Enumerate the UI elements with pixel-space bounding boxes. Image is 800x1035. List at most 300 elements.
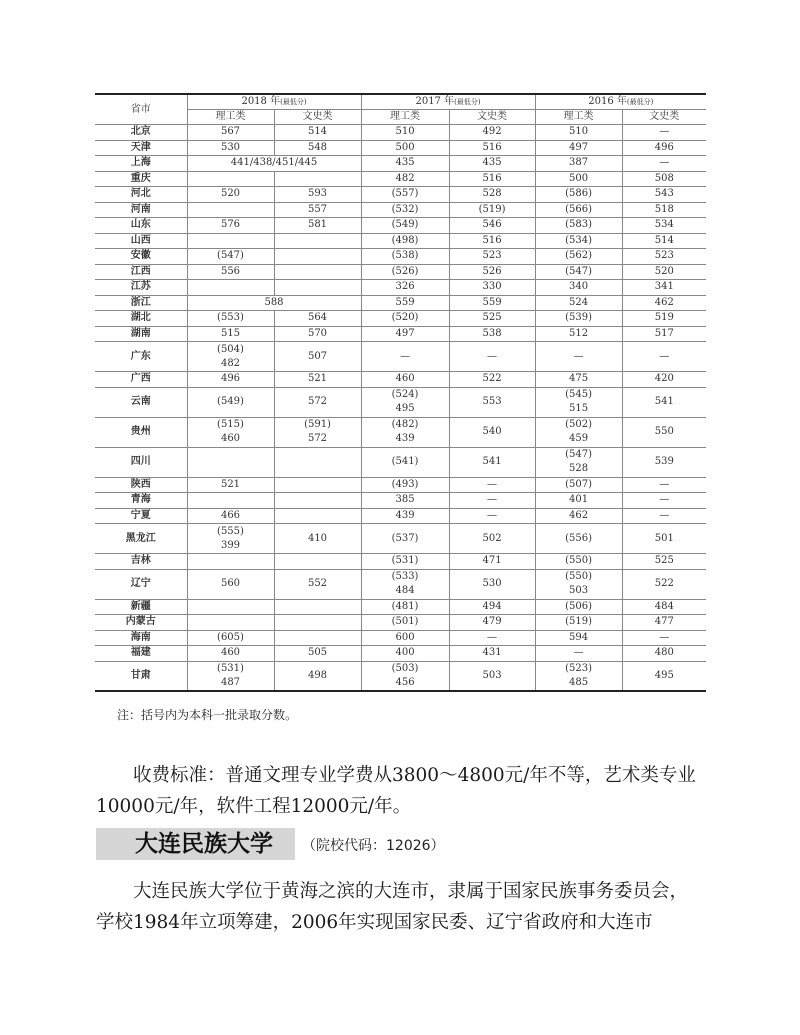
score-value: 503 — [482, 669, 502, 681]
province-cell: 甘肃 — [95, 661, 187, 691]
fee-paragraph: 收费标准：普通文理专业学费从3800～4800元/年不等，艺术类专业10000元/年，软件工程12000元/年。 — [96, 765, 696, 817]
score-cell — [361, 646, 449, 662]
province-cell: 山东 — [95, 218, 187, 234]
score-cell — [622, 630, 706, 646]
province-cell: 宁夏 — [95, 508, 187, 524]
score-cell — [449, 524, 535, 554]
score-value: (539) — [565, 312, 592, 324]
score-cell — [535, 249, 622, 265]
table-row — [95, 477, 706, 493]
score-value: 564 — [307, 312, 328, 324]
score-value: 505 — [307, 647, 328, 659]
score-value: 462 — [568, 509, 589, 521]
score-cell — [449, 342, 535, 372]
score-cell — [449, 295, 535, 311]
score-cell — [535, 125, 622, 141]
score-cell — [622, 387, 706, 417]
score-cell — [535, 342, 622, 372]
score-value: (481) — [391, 600, 419, 612]
score-value: (547) — [565, 449, 592, 460]
table-row — [95, 187, 706, 203]
province-cell: 浙江 — [95, 295, 187, 311]
score-cell — [187, 249, 274, 265]
score-cell — [361, 233, 449, 249]
score-cell — [622, 280, 706, 296]
score-value: (519) — [565, 616, 592, 628]
province-cell: 河北 — [95, 187, 187, 203]
score-value: — — [487, 631, 498, 643]
subheader-arts: 文史类 — [274, 110, 361, 125]
score-cell — [535, 447, 622, 477]
score-cell — [449, 280, 535, 296]
score-cell — [535, 171, 622, 187]
score-value: (605) — [217, 631, 244, 643]
score-cell — [622, 187, 706, 203]
score-value: — — [487, 494, 498, 506]
score-cell — [361, 447, 449, 477]
score-cell — [361, 372, 449, 388]
score-cell — [622, 342, 706, 372]
province-cell: 吉林 — [95, 554, 187, 570]
table-footnote: 注：括号内为本科一批录取分数。 — [117, 708, 298, 722]
score-cell — [535, 326, 622, 342]
score-value: (504) — [217, 343, 244, 355]
score-cell — [535, 417, 622, 447]
score-value: 500 — [568, 172, 589, 184]
province-cell: 河南 — [95, 202, 187, 218]
score-cell — [187, 508, 274, 524]
score-cell — [187, 218, 274, 234]
score-value: (523) — [565, 662, 592, 674]
score-value: 466 — [220, 509, 241, 521]
score-cell — [187, 125, 274, 141]
score-value: 341 — [654, 281, 674, 293]
score-cell — [535, 202, 622, 218]
score-cell — [187, 615, 274, 631]
score-cell — [361, 477, 449, 493]
score-cell — [535, 599, 622, 615]
score-cell — [361, 187, 449, 203]
table-row — [95, 615, 706, 631]
score-value: 401 — [568, 494, 589, 506]
score-cell — [535, 264, 622, 280]
score-cell — [187, 554, 274, 570]
score-value: 526 — [482, 265, 502, 277]
score-value: (524) — [391, 389, 419, 400]
score-cell — [187, 477, 274, 493]
score-value: (550) — [565, 555, 592, 567]
score-cell — [274, 311, 361, 327]
score-value: 560 — [220, 578, 241, 589]
score-cell — [361, 264, 449, 280]
score-cell — [535, 615, 622, 631]
score-value: 502 — [482, 532, 502, 544]
section-title: 大连民族大学 — [135, 831, 273, 857]
score-value: 541 — [654, 396, 674, 407]
score-cell — [274, 342, 361, 372]
table-row — [95, 311, 706, 327]
score-value: 512 — [568, 327, 589, 339]
score-value: 460 — [220, 647, 241, 659]
score-value: — — [400, 350, 411, 362]
score-cell — [274, 646, 361, 662]
score-value: (532) — [391, 203, 419, 215]
score-cell — [622, 264, 706, 280]
score-cell — [361, 342, 449, 372]
score-cell — [361, 569, 449, 599]
score-cell — [361, 524, 449, 554]
score-cell — [622, 615, 706, 631]
province-cell: 福建 — [95, 646, 187, 662]
score-cell — [187, 264, 274, 280]
score-cell — [535, 156, 622, 172]
subheader-science: 理工类 — [361, 110, 449, 125]
province-cell: 云南 — [95, 387, 187, 417]
score-value: (547) — [217, 250, 244, 262]
score-cell — [361, 508, 449, 524]
score-cell — [622, 599, 706, 615]
score-cell — [535, 554, 622, 570]
score-cell — [187, 447, 274, 477]
province-cell: 新疆 — [95, 599, 187, 615]
score-value: 497 — [395, 327, 415, 339]
score-value: 462 — [654, 296, 674, 308]
score-cell — [361, 156, 449, 172]
subheader-science: 理工类 — [187, 110, 274, 125]
table-row — [95, 417, 706, 447]
score-cell — [274, 372, 361, 388]
score-value: (550) — [565, 571, 592, 582]
province-cell: 北京 — [95, 125, 187, 141]
table-row — [95, 342, 706, 372]
score-cell — [622, 171, 706, 187]
score-value: 528 — [482, 188, 502, 200]
score-value: (493) — [391, 478, 419, 490]
score-cell — [535, 387, 622, 417]
score-value: 435 — [395, 157, 415, 169]
score-value: 496 — [654, 141, 674, 153]
score-cell — [274, 187, 361, 203]
score-cell — [274, 524, 361, 554]
score-cell — [361, 125, 449, 141]
score-value: 546 — [482, 219, 502, 231]
score-cell — [622, 156, 706, 172]
score-value: (531) — [217, 662, 244, 674]
score-value: (534) — [565, 234, 592, 246]
score-value: — — [487, 350, 498, 362]
year-header-2017: 2017 年(最低分) — [361, 94, 535, 110]
score-value: 516 — [482, 141, 502, 153]
score-value: 516 — [482, 234, 502, 246]
score-value: 552 — [307, 578, 328, 589]
score-value: (549) — [217, 396, 244, 407]
score-value: 410 — [307, 532, 328, 544]
score-cell — [449, 661, 535, 691]
score-cell — [187, 187, 274, 203]
score-value: — — [487, 509, 498, 521]
score-cell — [274, 661, 361, 691]
score-value: 515 — [568, 403, 589, 414]
score-cell-merged-2018: 588 — [187, 295, 361, 311]
score-cell — [274, 599, 361, 615]
score-value: 520 — [654, 265, 674, 277]
score-cell — [449, 569, 535, 599]
table-body — [95, 125, 706, 692]
score-value: 515 — [220, 327, 241, 339]
score-value: 521 — [307, 373, 328, 385]
score-cell — [187, 326, 274, 342]
score-cell-merged-2018: 441/438/451/445 — [187, 156, 361, 172]
score-cell — [622, 218, 706, 234]
score-cell — [449, 615, 535, 631]
score-value: (547) — [565, 265, 592, 277]
province-cell: 贵州 — [95, 417, 187, 447]
institution-code: （院校代码：12026） — [302, 838, 445, 854]
score-cell — [449, 493, 535, 509]
score-value: (533) — [391, 571, 419, 582]
score-value: (555) — [217, 525, 244, 537]
score-cell — [622, 524, 706, 554]
score-cell — [361, 202, 449, 218]
score-value: (502) — [565, 419, 592, 430]
score-value: 557 — [307, 203, 328, 215]
score-cell — [274, 280, 361, 296]
score-value: (515) — [217, 419, 244, 430]
table-row — [95, 661, 706, 691]
score-value: (520) — [391, 312, 419, 324]
score-cell — [622, 125, 706, 141]
score-value: 492 — [482, 126, 502, 138]
score-value: 435 — [482, 157, 502, 169]
score-value: 420 — [654, 373, 674, 385]
score-value: 550 — [654, 426, 674, 437]
year-header-2016: 2016 年(最低分) — [535, 94, 706, 110]
score-value: 576 — [220, 219, 241, 231]
score-value: (526) — [391, 265, 419, 277]
score-value: — — [659, 509, 670, 521]
table-row — [95, 372, 706, 388]
table-row — [95, 630, 706, 646]
subheader-arts: 文史类 — [622, 110, 706, 125]
score-value: 530 — [220, 141, 241, 153]
subheader-arts: 文史类 — [449, 110, 535, 125]
score-cell — [187, 311, 274, 327]
score-cell — [274, 554, 361, 570]
score-value: 518 — [654, 203, 674, 215]
score-cell — [535, 280, 622, 296]
score-value: (538) — [391, 250, 419, 262]
score-value: 523 — [654, 250, 674, 262]
score-cell — [622, 233, 706, 249]
score-value: 567 — [220, 126, 241, 138]
score-cell — [535, 646, 622, 662]
score-value: 522 — [654, 578, 674, 589]
score-value: 572 — [307, 396, 328, 407]
province-cell: 湖南 — [95, 326, 187, 342]
score-cell — [535, 569, 622, 599]
score-cell — [274, 171, 361, 187]
score-value: 534 — [654, 219, 674, 231]
score-value: 326 — [395, 281, 415, 293]
score-value: 581 — [307, 219, 328, 231]
score-cell — [187, 280, 274, 296]
score-cell — [535, 311, 622, 327]
province-cell: 陕西 — [95, 477, 187, 493]
score-value: — — [659, 478, 670, 490]
score-cell — [274, 249, 361, 265]
score-cell — [187, 202, 274, 218]
score-value: 525 — [482, 312, 502, 324]
score-value: (553) — [217, 312, 244, 324]
province-cell: 湖北 — [95, 311, 187, 327]
score-cell — [187, 524, 274, 554]
score-value: 510 — [395, 126, 415, 138]
score-cell — [449, 387, 535, 417]
score-value: 516 — [482, 172, 502, 184]
score-cell — [449, 326, 535, 342]
score-cell — [187, 493, 274, 509]
score-value: 514 — [307, 126, 328, 138]
score-value: 439 — [395, 433, 415, 444]
table-row — [95, 508, 706, 524]
province-header: 省市 — [95, 94, 187, 125]
table-row — [95, 599, 706, 615]
score-cell — [187, 140, 274, 156]
score-cell — [187, 661, 274, 691]
score-value: 500 — [395, 141, 415, 153]
score-cell — [449, 599, 535, 615]
score-value: 572 — [307, 433, 328, 444]
province-cell: 黑龙江 — [95, 524, 187, 554]
score-cell — [361, 417, 449, 447]
score-cell — [361, 218, 449, 234]
score-value: (498) — [391, 234, 419, 246]
score-value: (503) — [391, 662, 419, 674]
province-cell: 广西 — [95, 372, 187, 388]
score-value: 541 — [482, 456, 502, 467]
table-row — [95, 646, 706, 662]
score-value: — — [573, 350, 584, 362]
score-cell — [274, 140, 361, 156]
province-cell: 四川 — [95, 447, 187, 477]
table-row — [95, 233, 706, 249]
score-cell — [274, 417, 361, 447]
score-value: 520 — [220, 188, 241, 200]
table-row — [95, 280, 706, 296]
score-cell — [361, 599, 449, 615]
score-value: (482) — [391, 419, 419, 430]
score-cell — [622, 508, 706, 524]
province-cell: 上海 — [95, 156, 187, 172]
score-cell — [274, 218, 361, 234]
intro-paragraph: 大连民族大学位于黄海之滨的大连市，隶属于国家民族事务委员会，学校1984年立项筹建，2006年实现国家民委、辽宁省政府和大连市 — [96, 881, 689, 933]
table-row — [95, 264, 706, 280]
score-cell — [622, 646, 706, 662]
score-value: (591) — [304, 419, 331, 430]
year-header-2018: 2018 年(最低分) — [187, 94, 361, 110]
score-cell — [361, 171, 449, 187]
score-value: 519 — [654, 312, 674, 324]
score-cell — [274, 493, 361, 509]
score-cell — [449, 233, 535, 249]
score-value: 487 — [220, 676, 241, 688]
score-value: 514 — [654, 234, 674, 246]
score-value: — — [573, 647, 584, 659]
score-cell — [449, 125, 535, 141]
score-cell — [535, 295, 622, 311]
score-cell — [535, 493, 622, 509]
table-row — [95, 140, 706, 156]
score-cell — [274, 477, 361, 493]
score-cell — [361, 311, 449, 327]
score-cell — [535, 233, 622, 249]
score-value: 521 — [220, 478, 241, 490]
score-cell — [622, 447, 706, 477]
table-row — [95, 569, 706, 599]
table-row — [95, 524, 706, 554]
score-cell — [449, 202, 535, 218]
score-value: 485 — [568, 676, 589, 688]
score-value: 482 — [395, 172, 415, 184]
score-value: 594 — [568, 631, 589, 643]
score-value: (562) — [565, 250, 592, 262]
table-row — [95, 156, 706, 172]
score-cell — [361, 615, 449, 631]
score-value: 482 — [220, 357, 241, 369]
province-cell: 江苏 — [95, 280, 187, 296]
score-value: 460 — [395, 373, 415, 385]
score-cell — [361, 140, 449, 156]
score-value: 543 — [654, 188, 674, 200]
score-cell — [622, 140, 706, 156]
score-value: 494 — [482, 600, 502, 612]
province-cell: 山西 — [95, 233, 187, 249]
score-value: 559 — [395, 296, 415, 308]
score-cell — [361, 493, 449, 509]
score-value: 508 — [654, 172, 674, 184]
score-cell — [274, 202, 361, 218]
score-cell — [622, 417, 706, 447]
score-cell — [187, 646, 274, 662]
score-value: 399 — [220, 539, 241, 551]
table-row — [95, 326, 706, 342]
score-value: — — [659, 157, 670, 169]
table-row — [95, 387, 706, 417]
score-value: 477 — [654, 616, 674, 628]
score-value: 387 — [568, 157, 589, 169]
score-value: 528 — [568, 463, 589, 474]
score-cell — [449, 417, 535, 447]
score-cell — [274, 125, 361, 141]
province-cell: 海南 — [95, 630, 187, 646]
score-value: 548 — [307, 141, 328, 153]
province-cell: 江西 — [95, 264, 187, 280]
score-value: 456 — [395, 676, 415, 688]
province-cell: 重庆 — [95, 171, 187, 187]
score-value: 530 — [482, 578, 502, 589]
score-cell — [274, 615, 361, 631]
score-value: (519) — [478, 203, 506, 215]
score-value: 553 — [482, 396, 502, 407]
score-value: 330 — [482, 281, 502, 293]
score-cell — [187, 599, 274, 615]
score-value: 475 — [568, 373, 589, 385]
score-value: 525 — [654, 555, 674, 567]
score-value: (507) — [565, 478, 592, 490]
table-row — [95, 447, 706, 477]
score-value: 503 — [568, 585, 589, 596]
score-value: — — [659, 494, 670, 506]
